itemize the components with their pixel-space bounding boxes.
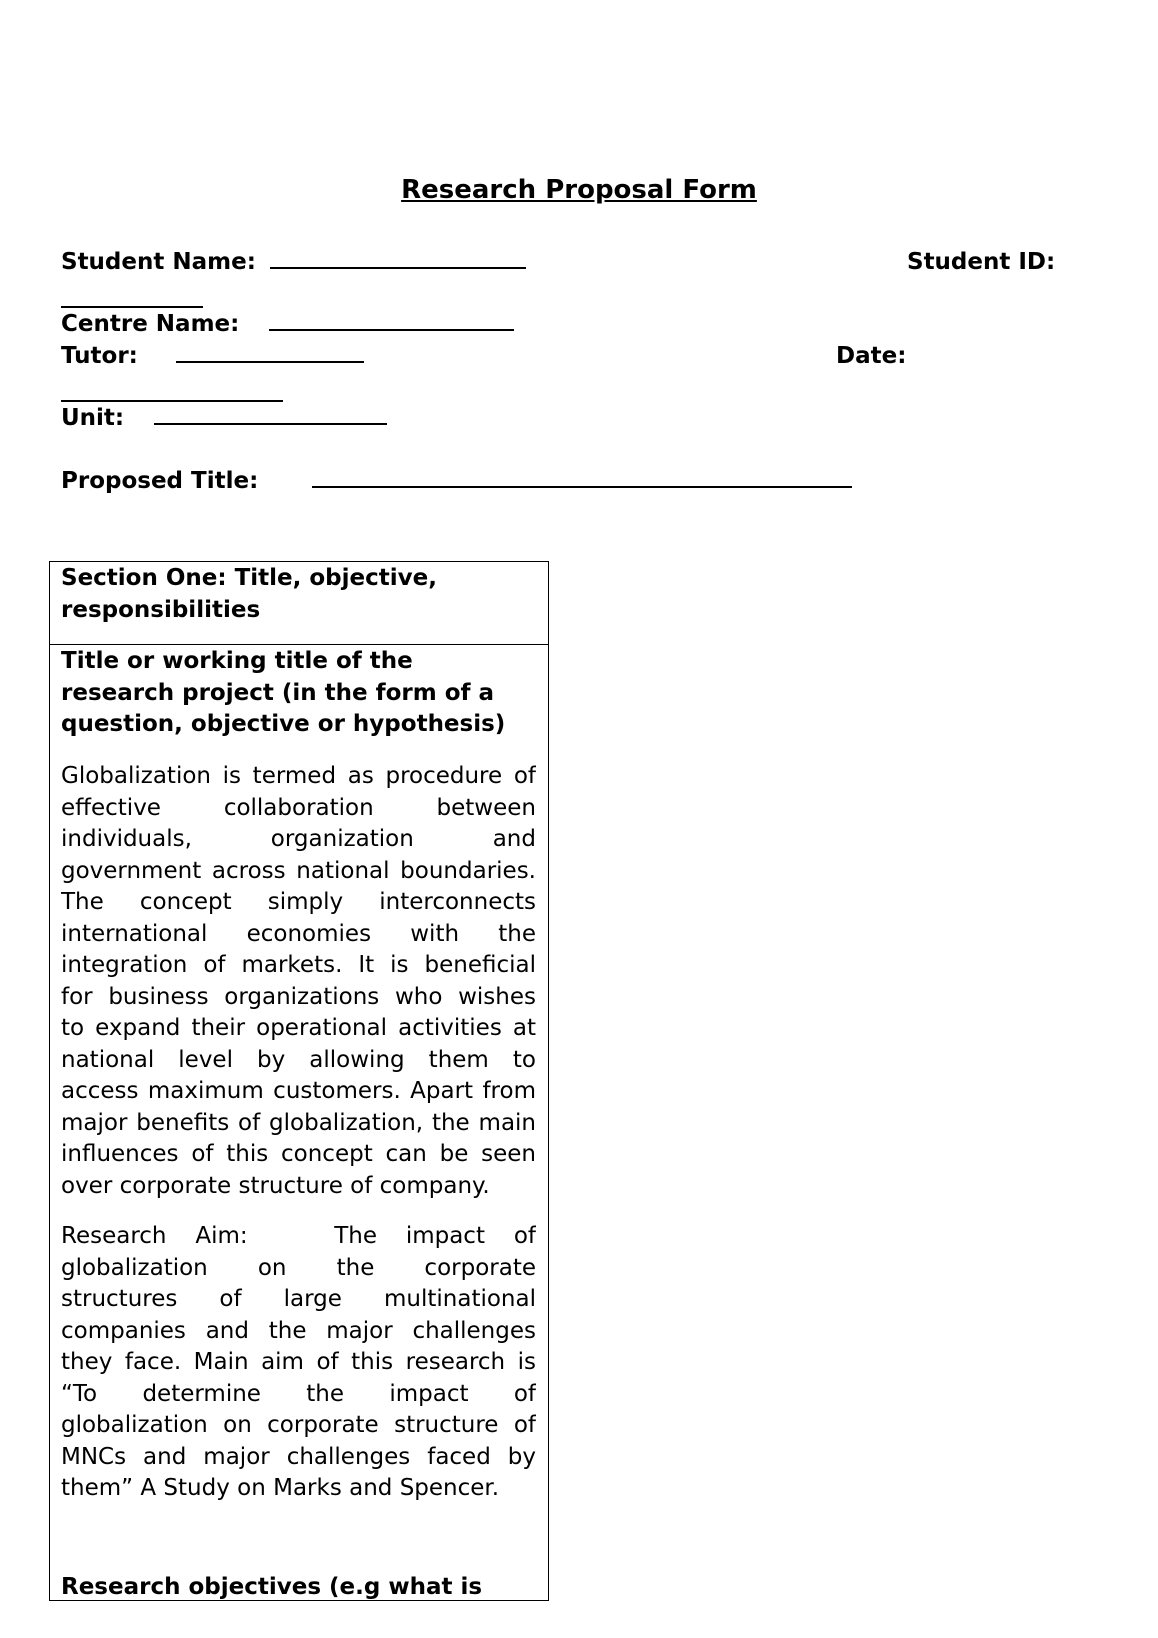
- paragraph-line: for business organizations who wishes: [61, 983, 536, 1010]
- paragraph-line: government across national boundaries.: [61, 857, 536, 884]
- paragraph-line: globalization on corporate structure of: [61, 1412, 536, 1438]
- research-aim-paragraph: [61, 1221, 536, 1505]
- title-question-line: research project (in the form of a: [61, 679, 495, 706]
- paragraph-line: Research Aim: The impact of: [61, 1223, 536, 1249]
- centre-name-field: [61, 308, 514, 340]
- paragraph-line: national level by allowing them to: [61, 1046, 536, 1073]
- date-field: [836, 340, 906, 372]
- centre-name-blank[interactable]: [269, 309, 514, 331]
- paragraph-line: them” A Study on Marks and Spencer.: [61, 1475, 500, 1501]
- student-name-field: [61, 246, 526, 278]
- paragraph-line: companies and the major challenges: [61, 1317, 536, 1344]
- paragraph-line: integration of markets. It is beneficial: [61, 952, 536, 978]
- section-one-body-cell: [49, 644, 549, 1601]
- paragraph-line: “To determine the impact of: [61, 1380, 536, 1407]
- centre-name-label: Centre Name:: [61, 311, 240, 337]
- tutor-label: Tutor:: [61, 343, 138, 369]
- paragraph-line: access maximum customers. Apart from: [61, 1078, 536, 1104]
- paragraph-line: influences of this concept can be seen: [61, 1141, 536, 1167]
- section-one-heading-cell: [49, 561, 549, 645]
- page-title-text: Research Proposal Form: [401, 175, 757, 205]
- unit-label: Unit:: [61, 405, 125, 431]
- student-name-blank[interactable]: [270, 247, 526, 269]
- unit-field: [61, 402, 387, 434]
- paragraph-line: international economies with the: [61, 920, 536, 947]
- student-id-label: Student ID:: [907, 249, 1056, 275]
- paragraph-line: major benefits of globalization, the main: [61, 1109, 536, 1136]
- title-question: [61, 646, 536, 741]
- student-id-field: [907, 246, 1055, 278]
- title-question-line: question, objective or hypothesis): [61, 711, 506, 737]
- section-one-heading: [61, 563, 536, 626]
- proposed-title-blank[interactable]: [312, 466, 852, 488]
- section-one-heading-line: responsibilities: [61, 596, 261, 623]
- page-title: [0, 170, 1158, 210]
- paragraph-line: individuals, organization and: [61, 826, 536, 852]
- paragraph-line: to expand their operational activities at: [61, 1015, 536, 1041]
- tutor-blank[interactable]: [176, 341, 364, 363]
- globalization-paragraph: [61, 761, 536, 1202]
- student-name-label: Student Name:: [61, 249, 256, 275]
- paragraph-line: The concept simply interconnects: [61, 889, 536, 915]
- paragraph-line: over corporate structure of company.: [61, 1172, 490, 1199]
- paragraph-line: they face. Main aim of this research is: [61, 1349, 536, 1375]
- student-id-blank[interactable]: [61, 286, 203, 308]
- section-one-heading-line: Section One: Title, objective,: [61, 565, 437, 591]
- unit-blank[interactable]: [154, 403, 387, 425]
- paragraph-line: globalization on the corporate: [61, 1254, 536, 1281]
- proposed-title-field: [61, 465, 852, 497]
- date-label: Date:: [836, 343, 907, 369]
- title-question-line: Title or working title of the: [61, 648, 413, 674]
- date-blank[interactable]: [61, 380, 283, 402]
- paragraph-line: Globalization is termed as procedure of: [61, 763, 536, 789]
- research-objectives-heading: Research objectives (e.g what is: [61, 1574, 483, 1600]
- paragraph-line: MNCs and major challenges faced by: [61, 1443, 536, 1470]
- paragraph-line: effective collaboration between: [61, 794, 536, 821]
- paragraph-line: structures of large multinational: [61, 1286, 536, 1312]
- tutor-field: [61, 340, 364, 372]
- proposed-title-label: Proposed Title:: [61, 468, 259, 494]
